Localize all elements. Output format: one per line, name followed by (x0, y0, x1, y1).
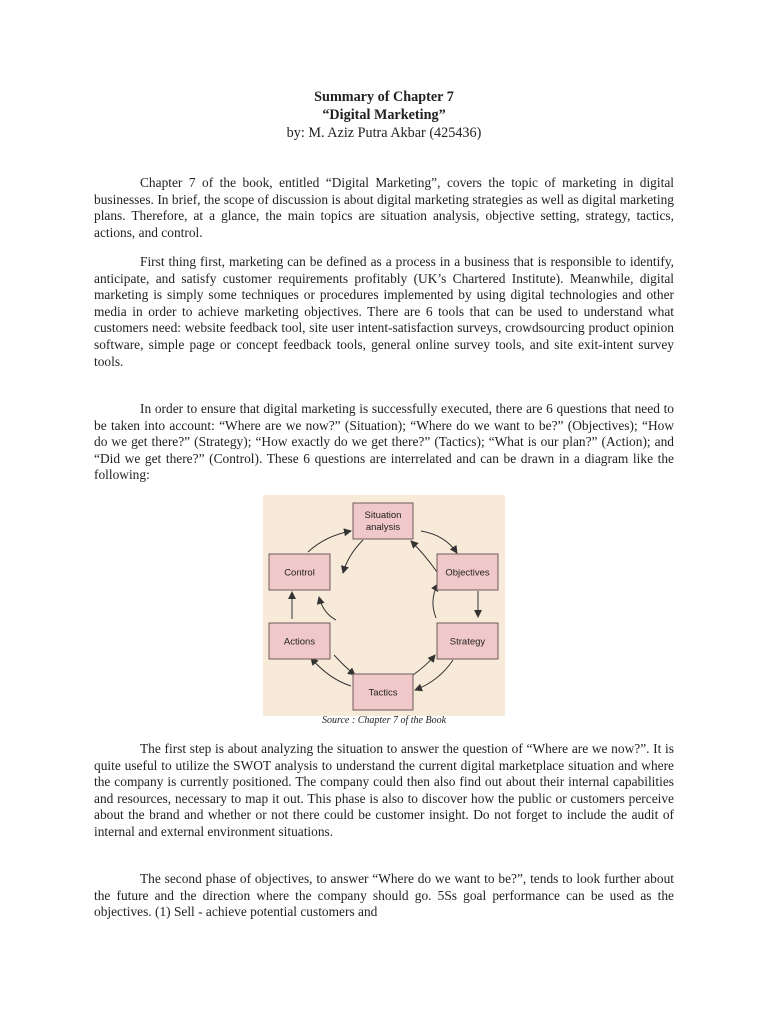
node-situation-analysis (353, 503, 413, 539)
paragraph-situation-step: The first step is about analyzing the situation to answer the question of “Where are we now?”. It is quite useful to utilize the SWOT analysis to understand the current digital marketplace situation and where the company is currently positioned. The company could then also find out about their internal capabilities and resources, necessary to map it out. This phase is also to discover how the public or customers perceive about the brand and whether or not there could be customer insight. Do not forget to include the audit of internal and external environment situations. (94, 741, 674, 839)
arrow-situation-to-objectives (421, 531, 457, 553)
cycle-diagram (263, 495, 505, 716)
paragraph-six-questions: In order to ensure that digital marketing is successfully executed, there are 6 questions that need to be taken into account: “Where are we now?” (Situation); “Where do we want to be?” (Objectives); “How do we get there?” (Strategy); “How exactly do we get there?” (Tactics); “What is our plan?” (Action); and “Did we get there?” (Control). These 6 questions are interrelated and can be drawn in a diagram like the following: (94, 401, 674, 483)
arrow-actions-to-tactics-inner (334, 655, 355, 675)
node-control-label: Control (284, 567, 315, 579)
arrow-tactics-to-strategy-inner (413, 655, 435, 675)
figure-caption: Source : Chapter 7 of the Book (321, 715, 447, 726)
node-situation-label-line1: Situation (364, 510, 402, 521)
node-tactics-label: Tactics (368, 687, 398, 699)
arrow-actions-to-control-inner (319, 597, 336, 620)
document-subtitle: “Digital Marketing” (322, 107, 446, 123)
arrow-objectives-to-situation-inner (411, 541, 437, 572)
figure-marketing-cycle-diagram (263, 495, 505, 716)
node-situation-label-line2: analysis (365, 522, 401, 533)
paragraph-intro: Chapter 7 of the book, entitled “Digital Marketing”, covers the topic of marketing in digital businesses. In brief, the scope of discussion is about digital marketing strategies as well as digital marketing plans. Therefore, at a glance, the main topics are situation analysis, objective setting, strategy, tactics, actions, and control. (94, 175, 674, 240)
node-strategy-label: Strategy (449, 636, 486, 648)
paragraph-objectives-phase: The second phase of objectives, to answer “Where do we want to be?”, tends to look further about the future and the direction where the company should go. 5Ss goal performance can be used as the objectives. (1) Sell - achieve potential customers and (94, 871, 674, 920)
paragraph-definition: First thing first, marketing can be defined as a process in a business that is responsible to identify, anticipate, and satisfy customer requirements profitably (UK’s Chartered Institute). Meanwhile, digital marketing is simply some techniques or procedures implemented by using digital technologies and other media in order to achieve marketing objectives. There are 6 tools that can be used to understand what customers need: website feedback tool, site user intent-satisfaction surveys, crowdsourcing product opinion software, simple page or concept feedback tools, general online survey tools, and site exit-intent survey tools. (94, 254, 674, 369)
arrow-tactics-to-actions (311, 658, 351, 686)
arrow-situation-to-control-inner (343, 540, 363, 573)
node-actions-label: Actions (283, 636, 316, 648)
document-author: by: M. Aziz Putra Akbar (425436) (286, 125, 482, 141)
arrow-control-to-situation (308, 531, 351, 552)
document-title: Summary of Chapter 7 (314, 89, 454, 105)
node-objectives-label: Objectives (445, 567, 490, 579)
arrow-strategy-to-tactics (415, 660, 453, 690)
